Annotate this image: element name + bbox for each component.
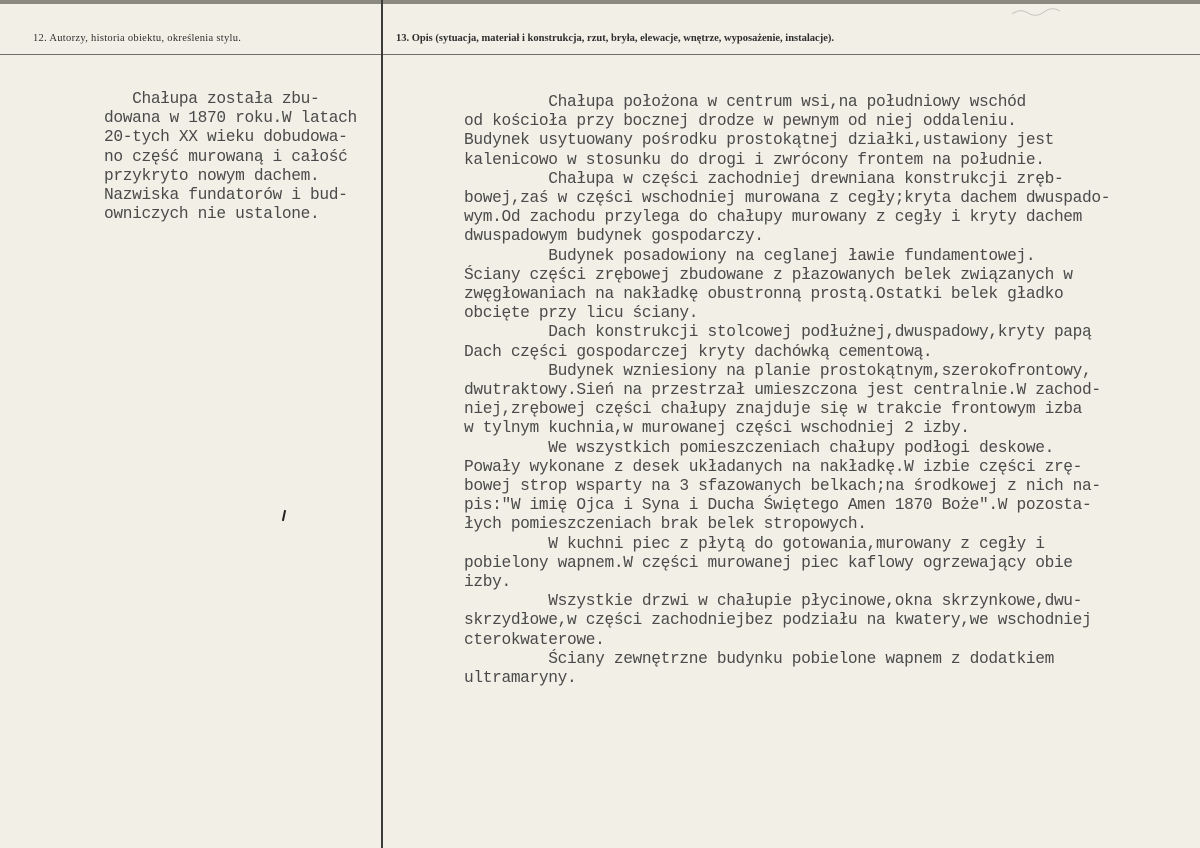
section-12-heading: 12. Autorzy, historia obiektu, określenia stylu. (33, 33, 242, 44)
column-divider (381, 0, 383, 848)
section-13-heading: 13. Opis (sytuacja, materiał i konstrukcja, rzut, bryła, elewacje, wnętrze, wyposażenie, instalacje). (396, 33, 835, 44)
header-rule (0, 54, 1200, 55)
pen-mark (282, 510, 286, 521)
authors-history-text: Chałupa została zbu- dowana w 1870 roku.W latach 20-tych XX wieku dobudowa- no część murowaną i całość przykryto nowym dachem. Nazwiska fundatorów i bud- owniczych nie ustalone. (104, 90, 357, 224)
description-text: Chałupa położona w centrum wsi,na południowy wschód od kościoła przy bocznej drodze w pewnym od niej oddaleniu. Budynek usytuowany pośrodku prostokątnej działki,ustawiony jest kalenicowo w stosunku do drogi i zwrócony frontem na południe. Chałupa w części zachodniej drewniana konstrukcji zręb- bowej,zaś w części wschodniej murowana z cegły;kryta dachem dwuspado- wym.Od zachodu przylega do chałupy murowany z cegły i kryty dachem dwuspadowym budynek gospodarczy. Budynek posadowiony na ceglanej ławie fundamentowej. Ściany części zrębowej zbudowane z płazowanych belek związanych w zwęgłowaniach na nakładkę obustronną prostą.Ostatki belek gładko obcięte przy licu ściany. Dach konstrukcji stolcowej podłużnej,dwuspadowy,kryty papą Dach części gospodarczej kryty dachówką cementową. Budynek wzniesiony na planie prostokątnym,szerokofrontowy, dwutraktowy.Sień na przestrzał umieszczona jest centralnie.W zachod- niej,zrębowej części chałupy znajduje się w trakcie frontowym izba w tylnym kuchnia,w murowanej części wschodniej 2 izby. We wszystkich pomieszczeniach chałupy podłogi deskowe. Powały wykonane z desek układanych na nakładkę.W izbie części zrę- bowej strop wsparty na 3 sfazowanych belkach;na środkowej z nich na- pis:"W imię Ojca i Syna i Ducha Świętego Amen 1870 Boże".W pozosta- łych pomieszczeniach brak belek stropowych. W kuchni piec z płytą do gotowania,murowany z cegły i pobielony wapnem.W części murowanej piec kaflowy ogrzewający obie izby. Wszystkie drzwi w chałupie płycinowe,okna skrzynkowe,dwu- skrzydłowe,w części zachodniejbez podziału na kwatery,we wschodniej cterokwaterowe. Ściany zewnętrzne budynku pobielone wapnem z dodatkiem ultramaryny. (464, 93, 1111, 688)
top-edge-line (0, 0, 1200, 4)
pencil-scribble (1010, 6, 1062, 18)
